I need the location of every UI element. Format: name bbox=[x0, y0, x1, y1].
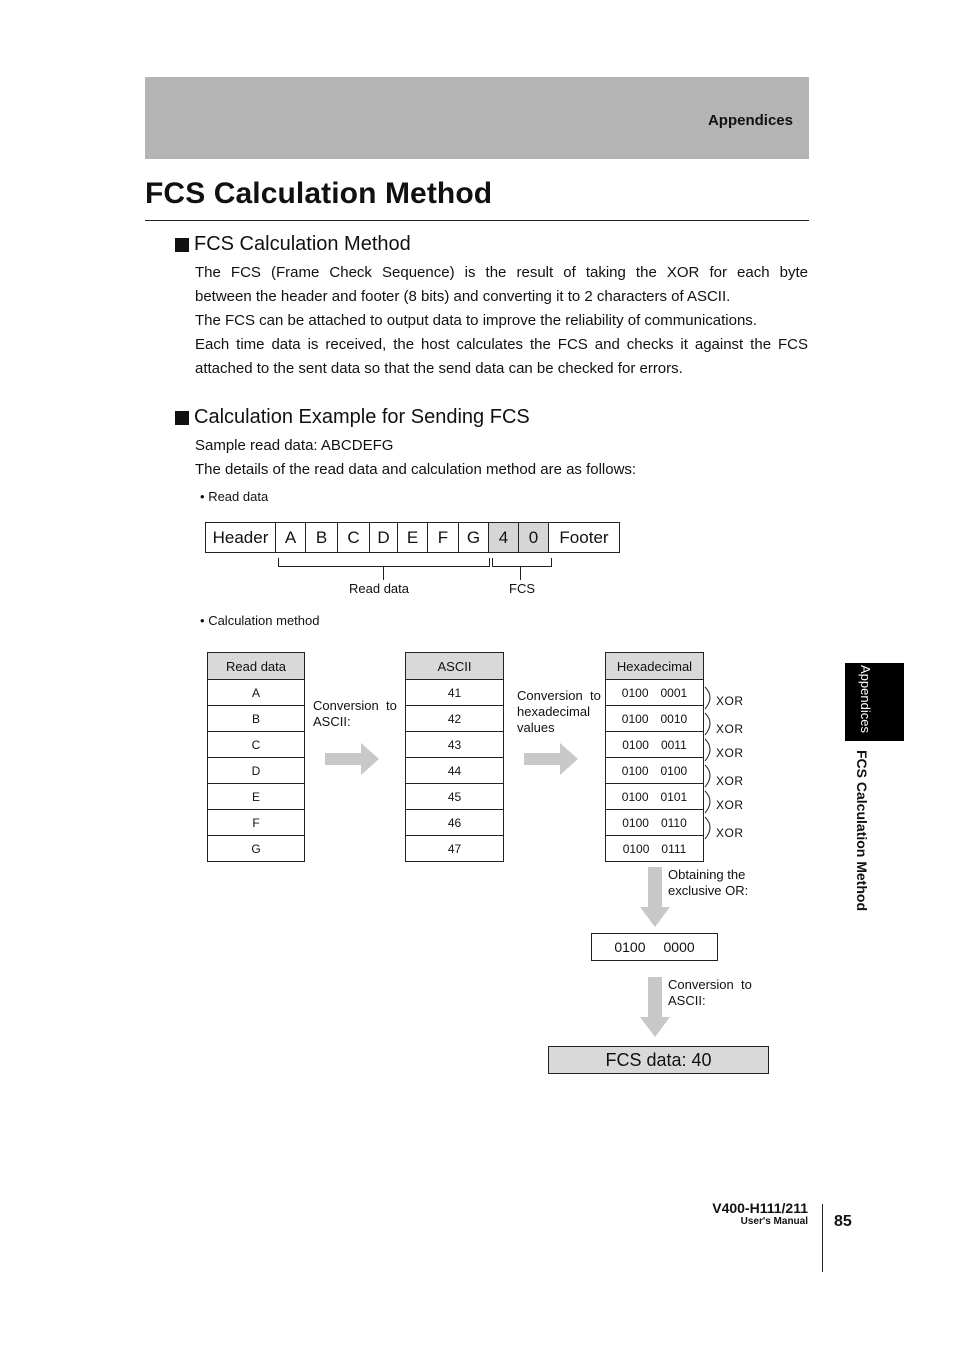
square-bullet-icon bbox=[175, 411, 189, 425]
down-arrow-icon bbox=[639, 977, 671, 1039]
table-header: ASCII bbox=[406, 653, 503, 680]
frame-char: F bbox=[428, 523, 459, 552]
right-arrow-icon bbox=[325, 743, 381, 775]
note-line: Conversion to bbox=[668, 977, 752, 992]
section1-heading bbox=[175, 233, 411, 256]
body-line: The FCS can be attached to output data to improve the reliability of communications. bbox=[195, 312, 757, 329]
obtain-note bbox=[668, 867, 748, 899]
hex-lo: 0100 bbox=[660, 763, 688, 778]
table-cell: E bbox=[208, 784, 304, 810]
table-cell: 43 bbox=[406, 732, 503, 758]
bullet-calc-method-text: Calculation method bbox=[208, 613, 320, 628]
bullet-calc-method bbox=[200, 613, 319, 628]
frame-char: D bbox=[370, 523, 398, 552]
xor-label: XOR bbox=[716, 722, 744, 736]
table-cell: A bbox=[208, 680, 304, 706]
fcs-label: FCS bbox=[509, 581, 535, 596]
table-cell: 44 bbox=[406, 758, 503, 784]
table-cell: 47 bbox=[447, 841, 462, 856]
section2-body bbox=[195, 434, 808, 482]
hex-lo: 0001 bbox=[660, 685, 688, 700]
xor-result-box bbox=[591, 933, 718, 961]
xor-result-lo: 0000 bbox=[663, 939, 695, 955]
hex-hi: 0100 bbox=[621, 685, 649, 700]
hex-table bbox=[605, 652, 704, 862]
details-line: The details of the read data and calculation method are as follows: bbox=[195, 461, 637, 478]
table-cell bbox=[606, 836, 703, 861]
frame-char: B bbox=[306, 523, 338, 552]
frame-header: Header bbox=[206, 523, 276, 552]
hex-hi: 0100 bbox=[622, 815, 649, 830]
table-cell: 45 bbox=[406, 784, 503, 810]
table-cell bbox=[606, 810, 703, 836]
note-line: Conversion to bbox=[313, 698, 397, 713]
note-line: Obtaining the bbox=[668, 867, 746, 882]
page-number: 85 bbox=[834, 1213, 852, 1230]
note-line: values bbox=[517, 720, 555, 735]
xor-label: XOR bbox=[716, 826, 744, 840]
hex-hi: 0100 bbox=[621, 711, 649, 726]
frame-footer: Footer bbox=[559, 527, 609, 547]
hex-hi: 0100 bbox=[621, 789, 649, 804]
hex-hi: 0100 bbox=[621, 763, 649, 778]
side-tab bbox=[845, 663, 904, 741]
frame-diagram bbox=[205, 522, 620, 553]
xor-result-hi: 0100 bbox=[614, 939, 646, 955]
body-line: The FCS (Frame Check Sequence) is the result of taking the XOR for each byte bbox=[195, 264, 808, 281]
bullet-dot-icon: • bbox=[200, 613, 205, 628]
section1-heading-text: FCS Calculation Method bbox=[194, 233, 411, 255]
side-tab-text: Appendices bbox=[858, 665, 873, 733]
table-cell: 42 bbox=[406, 706, 503, 732]
fcs-brace-tick bbox=[520, 567, 521, 580]
table-header: Read data bbox=[208, 653, 304, 680]
table-cell bbox=[606, 758, 703, 784]
table-cell bbox=[606, 784, 703, 810]
side-section-label: FCS Calculation Method bbox=[854, 750, 870, 911]
down-arrow-icon bbox=[639, 867, 671, 929]
read-data-label: Read data bbox=[349, 581, 409, 596]
right-arrow-icon bbox=[524, 743, 580, 775]
title-rule bbox=[145, 220, 809, 221]
footer-rule bbox=[822, 1204, 823, 1272]
section1-body bbox=[195, 261, 808, 381]
frame-fcs-char: 4 bbox=[489, 523, 519, 552]
hex-lo: 0110 bbox=[660, 815, 687, 830]
read-data-table bbox=[207, 652, 305, 862]
table-cell: 46 bbox=[406, 810, 503, 836]
conv-final-note bbox=[668, 977, 752, 1009]
section2-heading bbox=[175, 406, 530, 429]
table-cell bbox=[606, 732, 703, 758]
hex-lo: 0010 bbox=[660, 711, 688, 726]
conv-ascii-note bbox=[313, 698, 397, 730]
ascii-table bbox=[405, 652, 504, 862]
note-line: hexadecimal bbox=[517, 704, 590, 719]
bullet-dot-icon: • bbox=[200, 489, 205, 504]
note-line: Conversion to bbox=[517, 688, 601, 703]
hex-lo: 0111 bbox=[661, 841, 687, 856]
note-line: ASCII: bbox=[668, 993, 706, 1008]
page-title: FCS Calculation Method bbox=[145, 177, 493, 210]
frame-char: G bbox=[459, 523, 489, 552]
frame-char: A bbox=[276, 523, 306, 552]
header-band bbox=[145, 77, 809, 159]
xor-label: XOR bbox=[716, 798, 744, 812]
bullet-read-data-text: Read data bbox=[208, 489, 269, 504]
square-bullet-icon bbox=[175, 238, 189, 252]
section-label: Appendices bbox=[707, 112, 793, 129]
xor-label: XOR bbox=[716, 694, 744, 708]
hex-lo: 0101 bbox=[660, 789, 688, 804]
frame-char: E bbox=[398, 523, 428, 552]
body-line: attached to the sent data so that the send data can be checked for errors. bbox=[195, 360, 683, 377]
table-cell: 41 bbox=[406, 680, 503, 706]
hex-hi: 0100 bbox=[622, 841, 650, 856]
bullet-read-data bbox=[200, 489, 268, 504]
note-line: ASCII: bbox=[313, 714, 351, 729]
read-data-brace-tick bbox=[383, 567, 384, 580]
table-cell bbox=[606, 706, 703, 732]
sample-line: Sample read data: ABCDEFG bbox=[195, 437, 394, 454]
frame-char: C bbox=[338, 523, 370, 552]
table-cell bbox=[606, 680, 703, 706]
table-cell: F bbox=[208, 810, 304, 836]
note-line: exclusive OR: bbox=[668, 883, 749, 898]
xor-label: XOR bbox=[716, 774, 744, 788]
fcs-result-text: FCS data: 40 bbox=[605, 1049, 712, 1070]
footer-manual: User's Manual bbox=[740, 1216, 808, 1227]
footer-model-block bbox=[712, 1200, 808, 1227]
conv-hex-note bbox=[517, 688, 601, 736]
body-line: Each time data is received, the host calculates the FCS and checks it against the FCS bbox=[195, 336, 808, 353]
section2-heading-text: Calculation Example for Sending FCS bbox=[194, 406, 530, 428]
table-header: Hexadecimal bbox=[606, 653, 703, 680]
table-cell: G bbox=[251, 841, 261, 856]
frame-fcs-char: 0 bbox=[519, 523, 549, 552]
fcs-brace bbox=[492, 558, 552, 567]
xor-label: XOR bbox=[716, 746, 744, 760]
body-line: between the header and footer (8 bits) and converting it to 2 characters of ASCII. bbox=[195, 288, 731, 305]
table-cell: B bbox=[208, 706, 304, 732]
read-data-brace bbox=[278, 558, 490, 567]
footer-model: V400-H111/211 bbox=[712, 1200, 808, 1216]
hex-hi: 0100 bbox=[622, 737, 649, 752]
table-cell: C bbox=[208, 732, 304, 758]
table-cell: D bbox=[208, 758, 304, 784]
fcs-result-box bbox=[548, 1046, 769, 1074]
hex-lo: 0011 bbox=[660, 737, 687, 752]
